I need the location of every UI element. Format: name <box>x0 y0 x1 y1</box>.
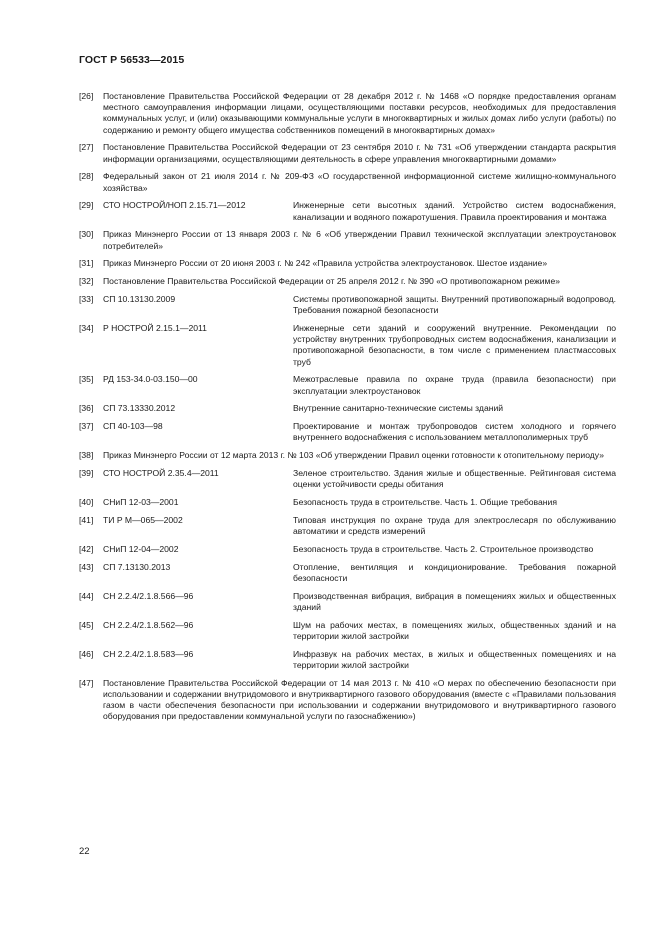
entry-number: [40] <box>79 497 94 507</box>
entry-title: Отопление, вентиляция и кондиционирование. Требования пожарной безопасности <box>293 561 616 583</box>
bibliography-entry <box>79 678 616 723</box>
bibliography-entry <box>79 294 616 316</box>
document-header: ГОСТ Р 56533—2015 <box>79 54 185 66</box>
entry-code: СП 7.13130.2013 <box>103 561 171 572</box>
entry-number: [42] <box>79 543 94 554</box>
bibliography-entry <box>79 421 616 443</box>
bibliography-entry <box>79 142 616 164</box>
entry-number: [47] <box>79 677 94 688</box>
bibliography-list <box>79 91 616 729</box>
bibliography-entry <box>79 374 616 396</box>
entry-text: Приказ Минэнерго России от 20 июня 2003 г. № 242 «Правила устройства электроустановок. Шестое издание» <box>103 258 548 269</box>
entry-text: Постановление Правительства Российской Федерации от 25 апреля 2012 г. № 390 «О противопожарном режиме» <box>103 276 561 287</box>
bibliography-entry <box>79 591 616 613</box>
bibliography-entry <box>79 515 616 537</box>
entry-title: Инженерные сети высотных зданий. Устройство систем водоснабжения, канализации и водяного пожаротушения. Правила проектирования и монтажа <box>293 200 616 222</box>
entry-text: Федеральный закон от 21 июля 2014 г. № 209-ФЗ «О государственной информационной системе жилищно-коммунального хозяйства» <box>103 171 616 193</box>
bibliography-entry <box>79 562 616 584</box>
entry-number: [34] <box>79 323 94 333</box>
entry-number: [36] <box>79 403 94 414</box>
entry-number: [31] <box>79 258 94 269</box>
bibliography-entry <box>79 544 616 555</box>
bibliography-entry <box>79 497 616 508</box>
entry-number: [38] <box>79 450 94 461</box>
entry-number: [33] <box>79 294 94 304</box>
entry-code: СН 2.2.4/2.1.8.566—96 <box>103 590 194 601</box>
entry-number: [37] <box>79 421 94 432</box>
entry-title: Производственная вибрация, вибрация в помещениях жилых и общественных зданий <box>293 590 616 612</box>
entry-number: [29] <box>79 200 94 211</box>
bibliography-entry <box>79 171 616 193</box>
bibliography-entry <box>79 200 616 222</box>
bibliography-entry <box>79 403 616 414</box>
entry-code: СНиП 12-04—2002 <box>103 543 179 554</box>
entry-number: [43] <box>79 561 94 572</box>
entry-code: Р НОСТРОЙ 2.15.1—2011 <box>103 323 207 333</box>
entry-number: [35] <box>79 374 94 385</box>
entry-title: Инженерные сети зданий и сооружений внутренние. Рекомендации по устройству внутренних трубопроводных систем водоснабжения, канализации и противопожарной безопасности, в том числе с применением пластмассовых труб <box>293 323 616 367</box>
bibliography-entry <box>79 649 616 671</box>
entry-number: [28] <box>79 171 94 182</box>
entry-title: Безопасность труда в строительстве. Часть 2. Строительное производство <box>293 543 594 554</box>
entry-code: РД 153-34.0-03.150—00 <box>103 374 198 385</box>
entry-title: Шум на рабочих местах, в помещениях жилых, общественных зданий и на территории жилой застройки <box>293 619 616 641</box>
bibliography-entry <box>79 258 616 269</box>
entry-code: СН 2.2.4/2.1.8.562—96 <box>103 619 194 630</box>
entry-text: Постановление Правительства Российской Федерации от 14 мая 2013 г. № 410 «О мерах по обеспечению безопасности при использовании и содержании внутридомового и внутриквартирного газового оборудования (вместе с «Правилами пользования газом в части обеспечения безопасности при использовании и содержании внутридомового и внутриквартирного газового оборудования при предоставлении коммунальной услуги по газоснабжению») <box>103 677 616 722</box>
entry-code: СНиП 12-03—2001 <box>103 497 179 507</box>
entry-number: [45] <box>79 619 94 630</box>
entry-text: Приказ Минэнерго России от 12 марта 2013 г. № 103 «Об утверждении Правил оценки готовности к отопительному периоду» <box>103 450 604 461</box>
entry-title: Безопасность труда в строительстве. Часть 1. Общие требования <box>293 497 557 507</box>
bibliography-entry <box>79 468 616 490</box>
entry-number: [32] <box>79 276 94 287</box>
entry-title: Внутренние санитарно-технические системы зданий <box>293 403 504 414</box>
entry-title: Типовая инструкция по охране труда для электрослесаря по обслуживанию автоматики и средств измерений <box>293 514 616 536</box>
entry-title: Межотраслевые правила по охране труда (правила безопасности) при эксплуатации электроустановок <box>293 374 616 396</box>
entry-title: Системы противопожарной защиты. Внутренний противопожарный водопровод. Требования пожарной безопасности <box>293 294 616 316</box>
bibliography-entry <box>79 323 616 368</box>
entry-text: Постановление Правительства Российской Федерации от 23 сентября 2010 г. № 731 «Об утверждении стандарта раскрытия информации организациями, осуществляющими деятельность в сфере управления многоквартирными домами» <box>103 142 616 164</box>
entry-number: [39] <box>79 468 94 478</box>
entry-title: Инфразвук на рабочих местах, в жилых и общественных помещениях и на территории жилой застройки <box>293 648 616 670</box>
entry-code: СП 40-103—98 <box>103 421 163 432</box>
entry-number: [44] <box>79 590 94 601</box>
bibliography-entry <box>79 276 616 287</box>
entry-code: СТО НОСТРОЙ 2.35.4—2011 <box>103 468 219 478</box>
page-number: 22 <box>79 846 90 857</box>
entry-code: СН 2.2.4/2.1.8.583—96 <box>103 648 194 659</box>
entry-number: [46] <box>79 648 94 659</box>
entry-code: ТИ Р М—065—2002 <box>103 514 183 525</box>
bibliography-entry <box>79 450 616 461</box>
entry-number: [30] <box>79 229 94 240</box>
entry-title: Проектирование и монтаж трубопроводов систем холодного и горячего внутреннего водоснабжения с использованием металлополимерных труб <box>293 421 616 443</box>
entry-code: СП 73.13330.2012 <box>103 403 176 414</box>
entry-number: [26] <box>79 91 94 101</box>
bibliography-entry <box>79 91 616 136</box>
entry-title: Зеленое строительство. Здания жилые и общественные. Рейтинговая система оценки устойчивости среды обитания <box>293 468 616 490</box>
entry-code: СП 10.13130.2009 <box>103 294 176 304</box>
entry-code: СТО НОСТРОЙ/НОП 2.15.71—2012 <box>103 200 246 211</box>
bibliography-entry <box>79 229 616 251</box>
entry-number: [41] <box>79 514 94 525</box>
entry-text: Постановление Правительства Российской Федерации от 28 декабря 2012 г. № 1468 «О порядке предоставления органам местного самоуправления информации лицами, осуществляющими поставки ресурсов, необходимых для предоставления коммунальных услуг, и (или) оказывающими коммунальные услуги в многоквартирных и жилых домах либо услуги (работы) по содержанию и ремонту общего имущества собственников помещений в многоквартирных домах» <box>103 91 616 135</box>
entry-number: [27] <box>79 142 94 153</box>
bibliography-entry <box>79 620 616 642</box>
entry-text: Приказ Минэнерго России от 13 января 2003 г. № 6 «Об утверждении Правил технической эксплуатации электроустановок потребителей» <box>103 229 616 251</box>
